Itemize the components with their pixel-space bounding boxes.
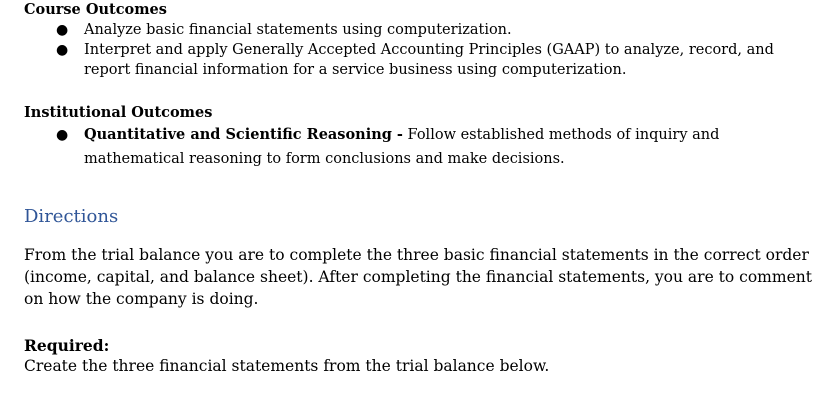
bullet-icon: ● <box>56 127 69 143</box>
course-outcomes-list <box>24 20 814 80</box>
bullet-icon: ● <box>56 42 69 58</box>
institutional-outcomes-list <box>24 123 814 171</box>
outcome-bold-label: Quantitative and Scientific Reasoning - <box>84 126 403 143</box>
outcome-description: Follow established methods of inquiry and mathematical reasoning to form conclusions and make decisions. <box>84 127 720 167</box>
list-item <box>24 123 814 171</box>
course-outcomes-heading: Course Outcomes <box>24 1 167 18</box>
required-paragraph: Create the three financial statements from the trial balance below. <box>24 357 550 375</box>
directions-paragraph: From the trial balance you are to complete the three basic financial statements in the correct order (income, capital, and balance sheet). After completing the financial statements, you are to comment on how the company is doing. <box>24 246 812 308</box>
directions-heading: Directions <box>24 206 119 227</box>
institutional-outcomes-section <box>24 103 814 171</box>
bullet-icon: ● <box>56 22 69 38</box>
list-item <box>24 20 814 40</box>
institutional-outcomes-heading: Institutional Outcomes <box>24 104 213 121</box>
course-outcome-text: Analyze basic financial statements using computerization. <box>84 22 512 38</box>
required-label: Required: <box>24 336 110 355</box>
course-outcome-text: Interpret and apply Generally Accepted Accounting Principles (GAAP) to analyze, record, and report financial information for a service business using computerization. <box>84 42 774 78</box>
list-item <box>24 40 814 80</box>
course-outcomes-section <box>24 0 814 80</box>
